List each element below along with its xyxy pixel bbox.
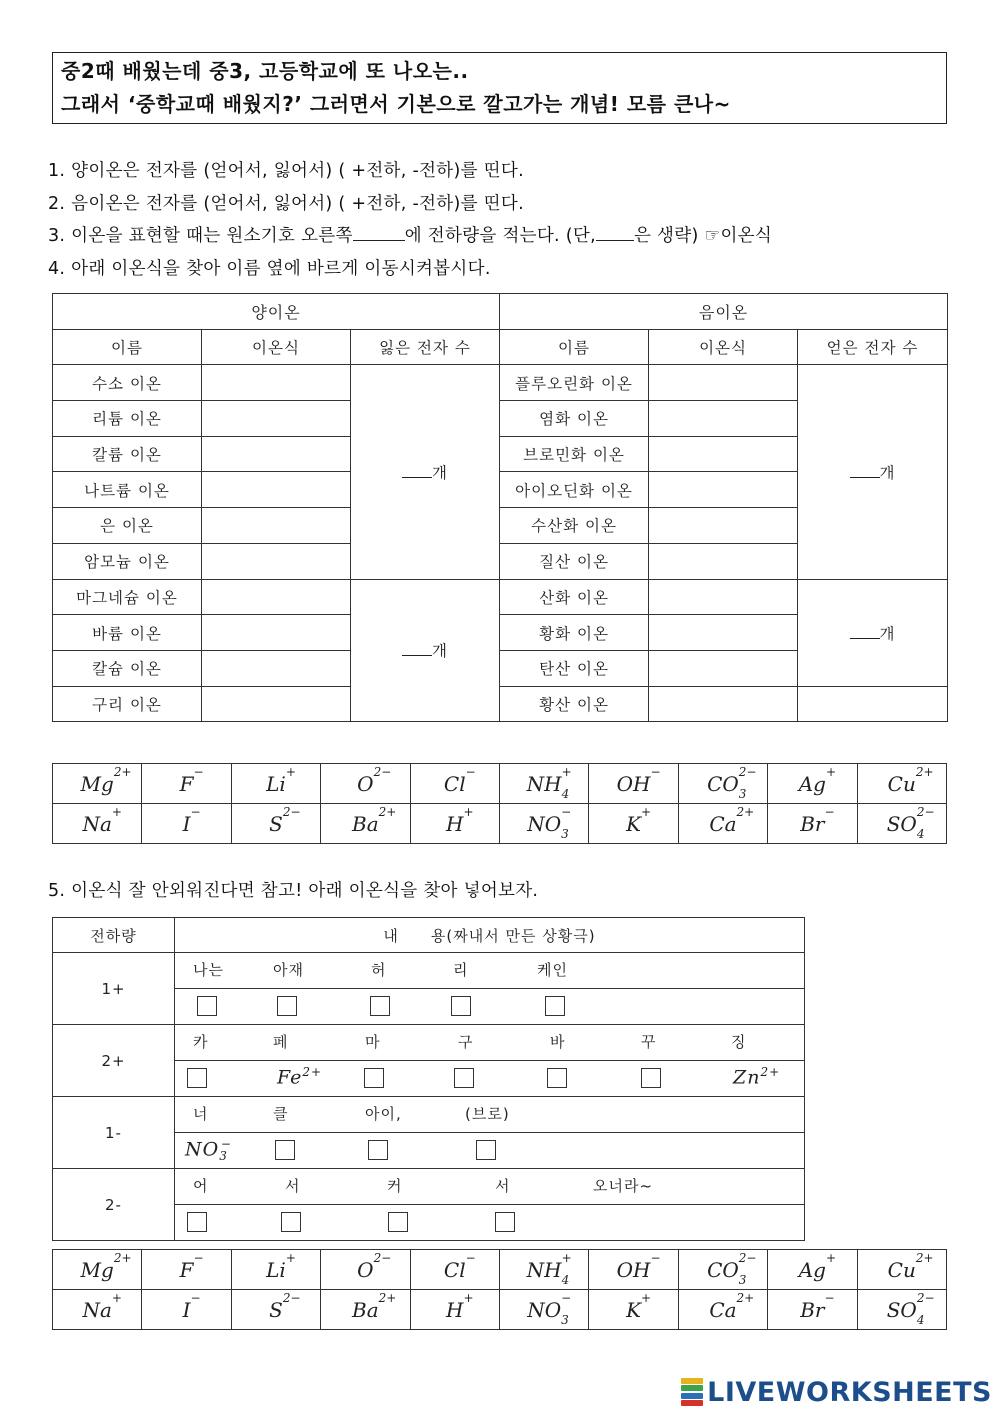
ion-chip[interactable]: Na + bbox=[53, 1290, 142, 1330]
ion-chip[interactable]: Na + bbox=[53, 804, 142, 844]
ion-chip[interactable]: Li + bbox=[231, 1250, 320, 1290]
anion-name: 염화 이온 bbox=[500, 401, 649, 437]
anion-formula-drop[interactable] bbox=[649, 436, 798, 472]
mnemonic-syllables: 나는 아재 허 리 케인 bbox=[175, 953, 805, 989]
anion-name: 아이오딘화 이온 bbox=[500, 472, 649, 508]
anion-formula-drop[interactable] bbox=[649, 508, 798, 544]
anion-formula-drop[interactable] bbox=[649, 615, 798, 651]
ion-chip[interactable]: Cl − bbox=[410, 764, 499, 804]
anion-name: 탄산 이온 bbox=[500, 650, 649, 686]
question-1: 1. 양이온은 전자를 (얻어서, 잃어서) ( +전하, -전하)를 띤다. bbox=[48, 161, 524, 181]
ion-name-table bbox=[52, 293, 948, 722]
header-line-1: 중2때 배웠는데 중3, 고등학교에 또 나오는.. bbox=[61, 59, 469, 83]
ion-chip-palette-2 bbox=[52, 1249, 947, 1330]
charge-mnemonic-table bbox=[52, 917, 805, 1241]
ion-chip[interactable]: Ag + bbox=[768, 764, 857, 804]
formula-zn: $Zn^{2+}$ bbox=[733, 1065, 781, 1089]
col-formula: 이온식 bbox=[202, 329, 351, 365]
cation-formula-drop[interactable] bbox=[202, 686, 351, 722]
mnemonic-answer-row bbox=[175, 989, 805, 1025]
ion-chip[interactable]: NO − 3 bbox=[499, 1290, 588, 1330]
charge-label: 1- bbox=[53, 1097, 175, 1169]
cation-name: 칼륨 이온 bbox=[53, 436, 202, 472]
ion-chip[interactable]: NO − 3 bbox=[499, 804, 588, 844]
formula-no3: $NO_3^-$ bbox=[185, 1137, 232, 1164]
answer-box[interactable] bbox=[370, 996, 390, 1016]
cation-name: 수소 이온 bbox=[53, 365, 202, 401]
col-name: 이름 bbox=[53, 329, 202, 365]
col-charge: 전하량 bbox=[53, 918, 175, 953]
charge-label: 1+ bbox=[53, 953, 175, 1025]
col-gained-electrons: 얻은 전자 수 bbox=[798, 329, 948, 365]
anion-name: 황화 이온 bbox=[500, 615, 649, 651]
cation-count-group-2[interactable]: 개 bbox=[351, 579, 500, 722]
anion-formula-drop[interactable] bbox=[649, 543, 798, 579]
anion-formula-drop[interactable] bbox=[649, 365, 798, 401]
ion-chip[interactable]: Ba 2+ bbox=[321, 1290, 410, 1330]
blank-position[interactable] bbox=[353, 225, 405, 241]
ion-chip[interactable]: S 2− bbox=[231, 1290, 320, 1330]
cation-name: 은 이온 bbox=[53, 508, 202, 544]
ion-chip[interactable]: Ca 2+ bbox=[678, 1290, 767, 1330]
ion-chip[interactable]: Cu 2+ bbox=[857, 764, 946, 804]
cation-formula-drop[interactable] bbox=[202, 401, 351, 437]
anion-formula-drop[interactable] bbox=[649, 686, 798, 722]
anion-name: 플루오린화 이온 bbox=[500, 365, 649, 401]
formula-fe: $Fe^{2+}$ bbox=[277, 1065, 323, 1089]
ion-chip[interactable]: H + bbox=[410, 804, 499, 844]
anion-name: 수산화 이온 bbox=[500, 508, 649, 544]
answer-box[interactable] bbox=[388, 1212, 408, 1232]
ion-chip[interactable]: I − bbox=[142, 804, 231, 844]
mnemonic-answer-row bbox=[175, 1205, 805, 1241]
cation-formula-drop[interactable] bbox=[202, 472, 351, 508]
cation-count-group-1[interactable]: 개 bbox=[351, 365, 500, 579]
answer-box[interactable] bbox=[547, 1068, 567, 1088]
ion-chip-palette-1 bbox=[52, 763, 947, 844]
anion-name: 브로민화 이온 bbox=[500, 436, 649, 472]
anion-count-group-2[interactable]: 개 bbox=[798, 579, 948, 686]
answer-box[interactable] bbox=[454, 1068, 474, 1088]
logo-icon bbox=[681, 1378, 703, 1406]
question-5: 5. 이온식 잘 안외워진다면 참고! 아래 이온식을 찾아 넣어보자. bbox=[48, 881, 539, 901]
ion-chip[interactable]: SO 2− 4 bbox=[857, 804, 946, 844]
anion-formula-drop[interactable] bbox=[649, 579, 798, 615]
cation-formula-drop[interactable] bbox=[202, 543, 351, 579]
answer-box[interactable] bbox=[364, 1068, 384, 1088]
ion-chip[interactable]: SO 2− 4 bbox=[857, 1290, 946, 1330]
cation-name: 칼슘 이온 bbox=[53, 650, 202, 686]
cation-header: 양이온 bbox=[53, 294, 500, 330]
ion-chip[interactable]: OH − bbox=[589, 764, 678, 804]
answer-box[interactable] bbox=[545, 996, 565, 1016]
ion-chip[interactable]: F − bbox=[142, 1250, 231, 1290]
anion-count-group-1[interactable]: 개 bbox=[798, 365, 948, 579]
question-4: 4. 아래 이온식을 찾아 이름 옆에 바르게 이동시켜봅시다. bbox=[48, 258, 491, 279]
ion-chip[interactable]: Li + bbox=[231, 764, 320, 804]
ion-chip[interactable]: Cl − bbox=[410, 1250, 499, 1290]
answer-box[interactable] bbox=[187, 1212, 207, 1232]
header-box bbox=[52, 52, 947, 124]
answer-box[interactable] bbox=[281, 1212, 301, 1232]
ion-chip[interactable]: CO 2− 3 bbox=[678, 1250, 767, 1290]
ion-chip[interactable]: NH + 4 bbox=[499, 764, 588, 804]
col-lost-electrons: 잃은 전자 수 bbox=[351, 329, 500, 365]
ion-chip[interactable]: OH − bbox=[589, 1250, 678, 1290]
mnemonic-syllables: 카 페 마 구 바 꾸 징 bbox=[175, 1025, 805, 1061]
liveworksheets-logo bbox=[681, 1376, 992, 1408]
anion-formula-drop[interactable] bbox=[649, 650, 798, 686]
cation-name: 나트륨 이온 bbox=[53, 472, 202, 508]
ion-chip[interactable]: Br − bbox=[768, 804, 857, 844]
col-name: 이름 bbox=[500, 329, 649, 365]
cation-formula-drop[interactable] bbox=[202, 365, 351, 401]
anion-count-empty bbox=[798, 686, 948, 722]
cation-name: 리튬 이온 bbox=[53, 401, 202, 437]
ion-chip[interactable]: Mg 2+ bbox=[53, 1250, 142, 1290]
answer-box[interactable] bbox=[197, 996, 217, 1016]
ion-chip[interactable]: O 2− bbox=[321, 764, 410, 804]
cation-name: 암모늄 이온 bbox=[53, 543, 202, 579]
ion-chip[interactable]: H + bbox=[410, 1290, 499, 1330]
ion-chip[interactable]: F − bbox=[142, 764, 231, 804]
anion-formula-drop[interactable] bbox=[649, 472, 798, 508]
ion-chip[interactable]: O 2− bbox=[321, 1250, 410, 1290]
question-list bbox=[48, 155, 978, 285]
ion-chip[interactable]: Ca 2+ bbox=[678, 804, 767, 844]
answer-box[interactable] bbox=[187, 1068, 207, 1088]
answer-box[interactable] bbox=[277, 996, 297, 1016]
ion-chip[interactable]: CO 2− 3 bbox=[678, 764, 767, 804]
cation-formula-drop[interactable] bbox=[202, 579, 351, 615]
blank-omitted[interactable] bbox=[596, 225, 634, 241]
charge-label: 2+ bbox=[53, 1025, 175, 1097]
mnemonic-answer-row bbox=[175, 1061, 805, 1097]
question-2: 2. 음이온은 전자를 (얻어서, 잃어서) ( +전하, -전하)를 띤다. bbox=[48, 193, 524, 214]
answer-box[interactable] bbox=[451, 996, 471, 1016]
anion-name: 산화 이온 bbox=[500, 579, 649, 615]
mnemonic-answer-row bbox=[175, 1133, 805, 1169]
anion-name: 황산 이온 bbox=[500, 686, 649, 722]
ion-chip[interactable]: Br − bbox=[768, 1290, 857, 1330]
anion-formula-drop[interactable] bbox=[649, 401, 798, 437]
col-content: 내 용(짜내서 만든 상황극) bbox=[175, 918, 805, 953]
cation-formula-drop[interactable] bbox=[202, 436, 351, 472]
header-line-2: 그래서 ‘중학교때 배웠지?’ 그러면서 기본으로 깔고가는 개념! 모름 큰나~ bbox=[61, 92, 731, 116]
ion-chip[interactable]: Mg 2+ bbox=[53, 764, 142, 804]
ion-chip[interactable]: NH + 4 bbox=[499, 1250, 588, 1290]
charge-label: 2- bbox=[53, 1169, 175, 1241]
cation-formula-drop[interactable] bbox=[202, 508, 351, 544]
anion-name: 질산 이온 bbox=[500, 543, 649, 579]
answer-box[interactable] bbox=[495, 1212, 515, 1232]
logo-text: LIVEWORKSHEETS bbox=[707, 1376, 992, 1408]
answer-box[interactable] bbox=[275, 1140, 295, 1160]
question-3: 3. 이온을 표현할 때는 원소기호 오른쪽 에 전하량을 적는다. (단, 은 생략) ☞이온식 bbox=[48, 226, 773, 246]
ion-chip[interactable]: K + bbox=[589, 1290, 678, 1330]
ion-chip[interactable]: Cu 2+ bbox=[857, 1250, 946, 1290]
cation-name: 바륨 이온 bbox=[53, 615, 202, 651]
ion-chip[interactable]: K + bbox=[589, 804, 678, 844]
cation-formula-drop[interactable] bbox=[202, 650, 351, 686]
cation-formula-drop[interactable] bbox=[202, 615, 351, 651]
ion-chip[interactable]: S 2− bbox=[231, 804, 320, 844]
ion-chip[interactable]: Ag + bbox=[768, 1250, 857, 1290]
cation-name: 마그네슘 이온 bbox=[53, 579, 202, 615]
col-formula: 이온식 bbox=[649, 329, 798, 365]
answer-box[interactable] bbox=[476, 1140, 496, 1160]
ion-chip[interactable]: I − bbox=[142, 1290, 231, 1330]
answer-box[interactable] bbox=[641, 1068, 661, 1088]
mnemonic-syllables: 어 서 커 서 오너라~ bbox=[175, 1169, 805, 1205]
mnemonic-syllables: 너 클 아이, (브로) bbox=[175, 1097, 805, 1133]
cation-name: 구리 이온 bbox=[53, 686, 202, 722]
ion-chip[interactable]: Ba 2+ bbox=[321, 804, 410, 844]
answer-box[interactable] bbox=[368, 1140, 388, 1160]
anion-header: 음이온 bbox=[500, 294, 948, 330]
